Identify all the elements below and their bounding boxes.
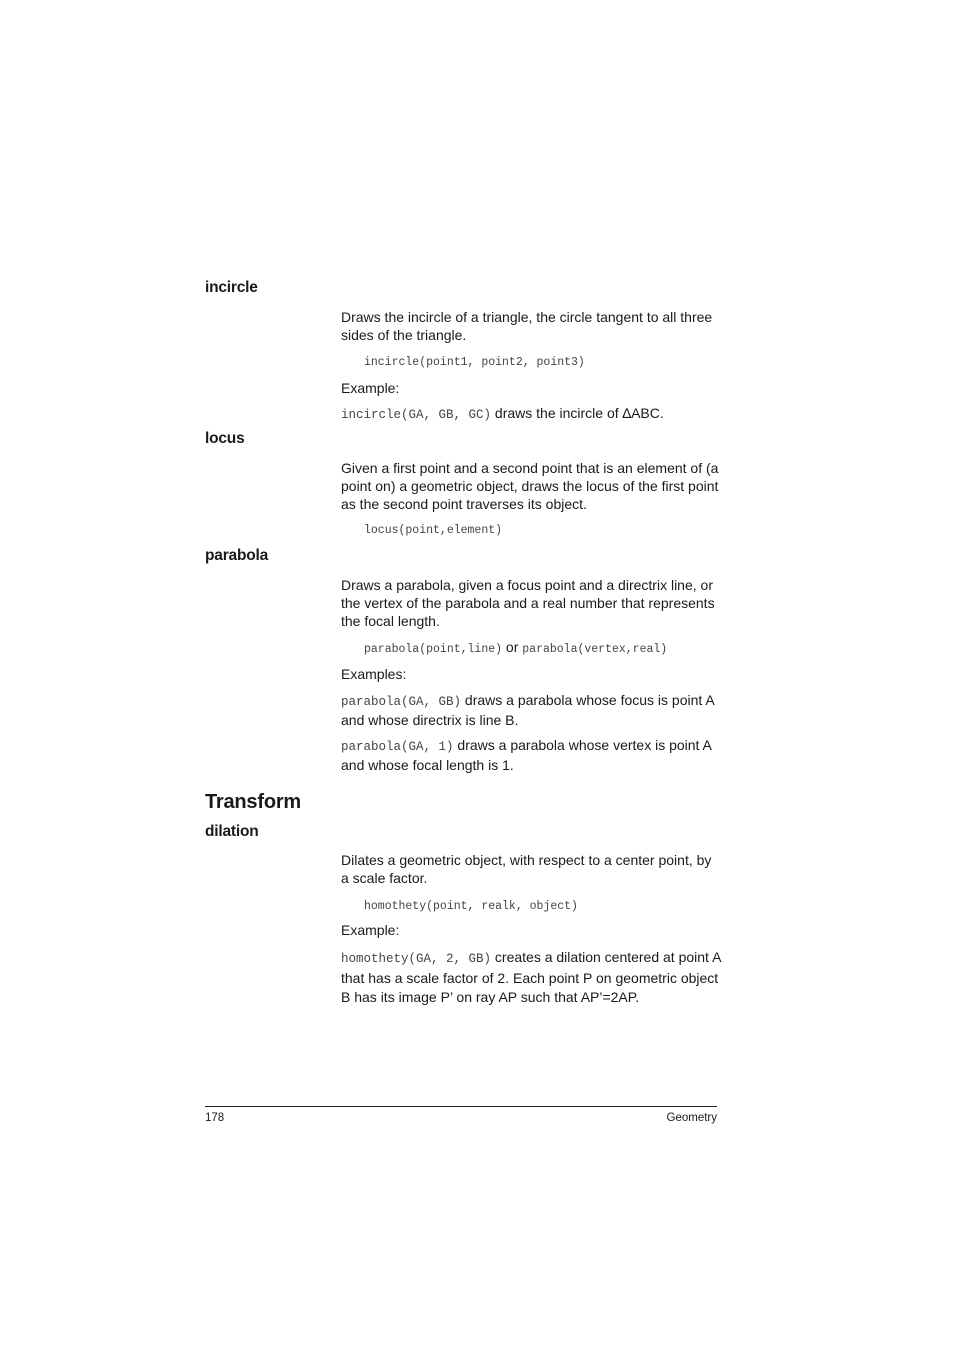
parabola-example-2-code: parabola(GA, 1): [341, 740, 454, 754]
heading-incircle: incircle: [205, 279, 258, 296]
parabola-description: Draws a parabola, given a focus point and a directrix line, or the vertex of the parabola and a real number that represents the focal length.: [341, 577, 715, 629]
parabola-example-1-code: parabola(GA, GB): [341, 695, 462, 709]
parabola-example-2: [341, 736, 721, 774]
incircle-example: [341, 404, 721, 424]
dilation-description: Dilates a geometric object, with respect to a center point, by a scale factor.: [341, 852, 712, 886]
parabola-syntax-code-1: parabola(point,line): [364, 643, 503, 656]
parabola-syntax: [364, 638, 667, 659]
incircle-example-code: incircle(GA, GB, GC): [341, 408, 492, 422]
incircle-syntax-code: incircle(point1, point2, point3): [364, 356, 585, 369]
dilation-syntax: [364, 895, 578, 916]
locus-description: Given a first point and a second point that is an element of (a point on) a geometric object, draws the locus of the first point as the second point traverses its object.: [341, 460, 719, 512]
incircle-example-text: draws the incircle of ∆ABC.: [491, 405, 664, 421]
chapter-name: Geometry: [666, 1112, 717, 1124]
incircle-description: Draws the incircle of a triangle, the circle tangent to all three sides of the triangle.: [341, 309, 713, 343]
heading-locus: locus: [205, 430, 245, 447]
parabola-examples-label: Examples:: [341, 666, 407, 682]
page-number: 178: [205, 1112, 225, 1124]
parabola-example-2-text: draws a parabola whose vertex is point A and whose focal length is 1.: [341, 737, 712, 773]
locus-syntax-code: locus(point,element): [364, 524, 503, 537]
dilation-example: [341, 948, 721, 1007]
parabola-syntax-code-2: parabola(vertex,real): [522, 643, 668, 656]
heading-dilation: dilation: [205, 823, 259, 840]
dilation-example-label: Example:: [341, 922, 400, 938]
dilation-example-text: creates a dilation centered at point A that has a scale factor of 2. Each point P on geometric object B has its image P’ on ray AP such that AP’=2AP.: [341, 949, 721, 1005]
incircle-example-label: Example:: [341, 380, 400, 396]
parabola-example-1: [341, 691, 721, 729]
heading-parabola: parabola: [205, 547, 269, 564]
locus-syntax: [364, 519, 502, 540]
incircle-syntax: [364, 351, 585, 372]
heading-transform: Transform: [205, 791, 302, 813]
parabola-syntax-or: or: [502, 639, 523, 655]
footer-rule: [205, 1106, 717, 1107]
dilation-syntax-code: homothety(point, realk, object): [364, 900, 578, 913]
parabola-example-1-text: draws a parabola whose focus is point A and whose directrix is line B.: [341, 692, 714, 728]
dilation-example-code: homothety(GA, 2, GB): [341, 952, 492, 966]
